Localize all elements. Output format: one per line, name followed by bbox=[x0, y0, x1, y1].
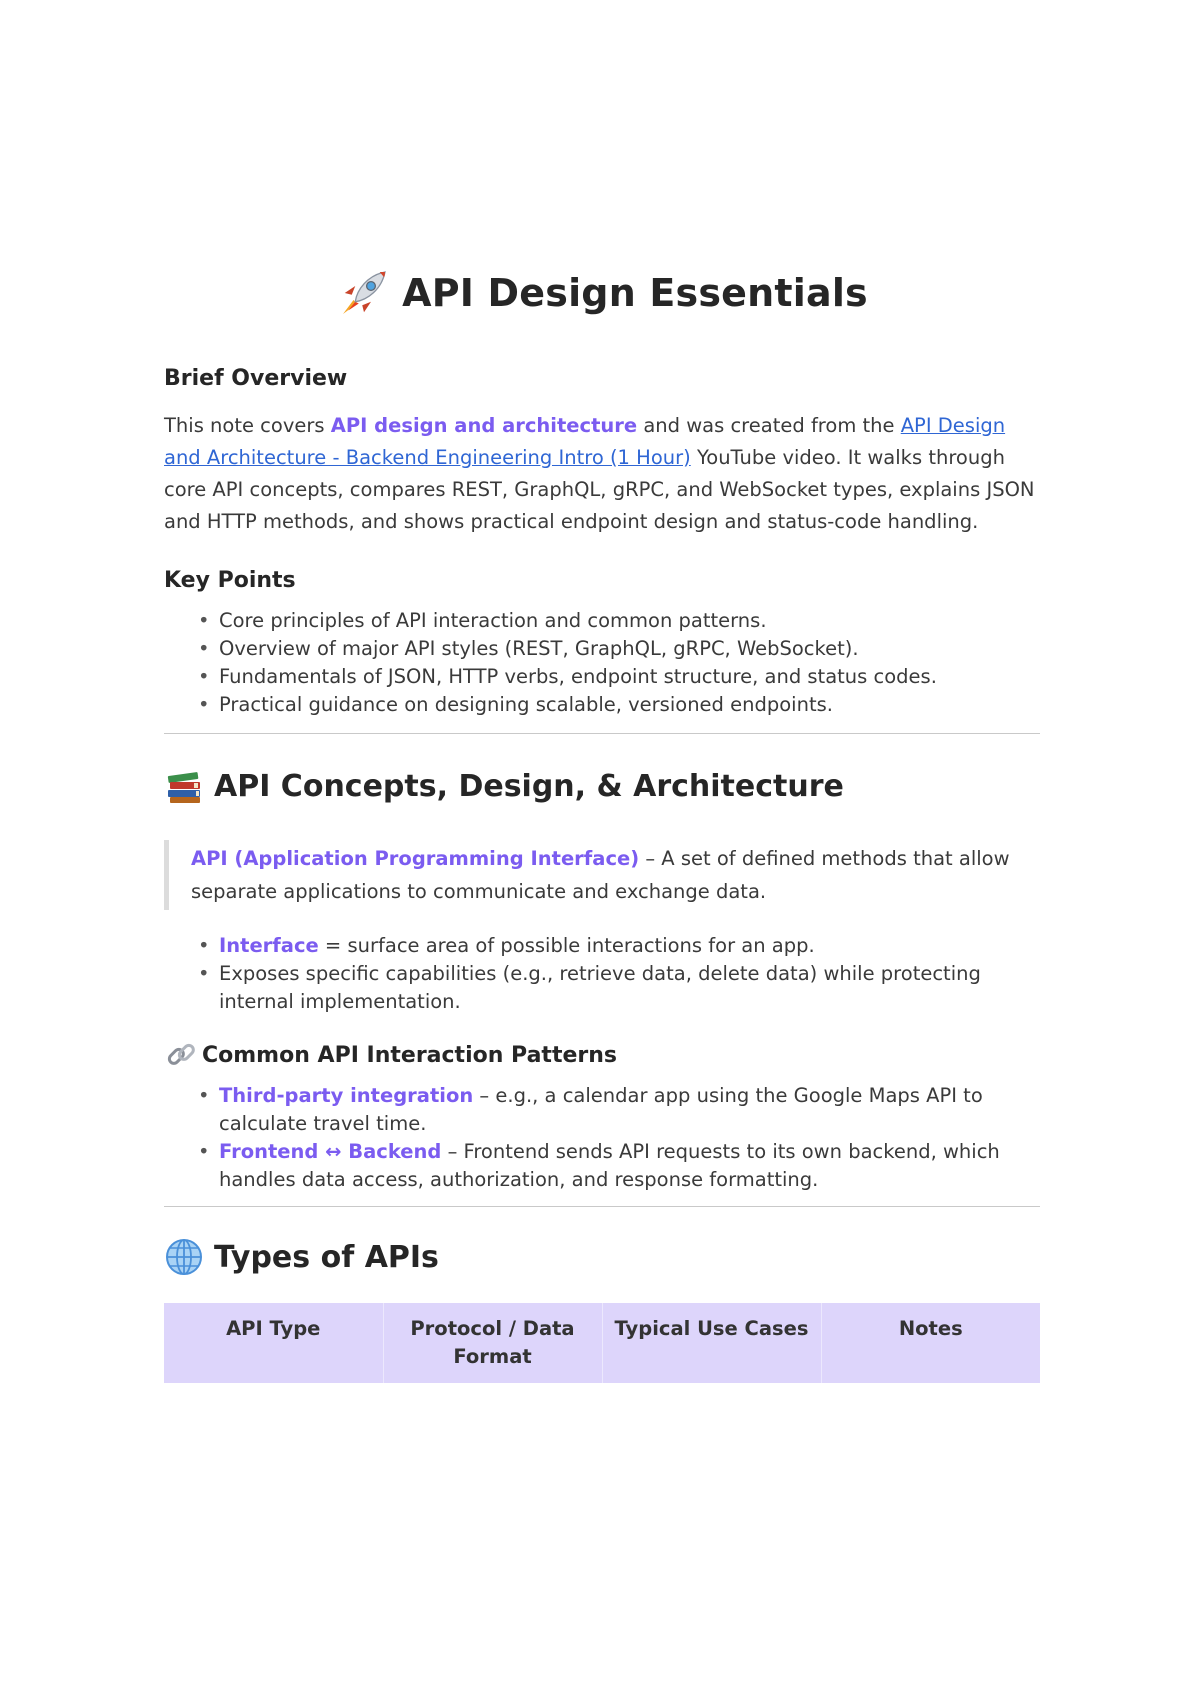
definition-callout bbox=[164, 840, 1040, 910]
list-item-text: Fundamentals of JSON, HTTP verbs, endpoint structure, and status codes. bbox=[219, 665, 937, 688]
list-item: • Frontend ↔ Backend – Frontend sends API requests to its own backend, which handles data access, authorization, and response formatting. bbox=[198, 1140, 1000, 1191]
divider bbox=[164, 1206, 1040, 1207]
globe-icon bbox=[164, 1237, 204, 1277]
books-icon bbox=[164, 766, 204, 806]
list-item: • Fundamentals of JSON, HTTP verbs, endpoint structure, and status codes. bbox=[198, 665, 937, 688]
table-header-cell: Protocol / Data Format bbox=[383, 1303, 602, 1383]
patterns-heading-row bbox=[164, 1038, 1040, 1072]
list-item: • Interface = surface area of possible interactions for an app. bbox=[198, 934, 815, 957]
divider bbox=[164, 733, 1040, 734]
table-header-cell: Notes bbox=[821, 1303, 1040, 1383]
overview-text-1: This note covers bbox=[164, 414, 331, 437]
overview-heading: Brief Overview bbox=[164, 366, 348, 391]
overview-paragraph bbox=[164, 410, 1040, 538]
list-item: • Core principles of API interaction and common patterns. bbox=[198, 609, 767, 632]
list-item-term: Frontend ↔ Backend bbox=[219, 1140, 442, 1163]
api-types-table bbox=[164, 1303, 1040, 1383]
list-item-text: Practical guidance on designing scalable, versioned endpoints. bbox=[219, 693, 833, 716]
list-item: • Third-party integration – e.g., a calendar app using the Google Maps API to calculate travel time. bbox=[198, 1084, 983, 1135]
list-item-text: Exposes specific capabilities (e.g., retrieve data, delete data) while protecting internal implementation. bbox=[219, 962, 981, 1013]
document-page bbox=[164, 258, 1040, 1383]
concepts-heading-row bbox=[164, 766, 1040, 806]
video-link[interactable]: API Design and Architecture - Backend Engineering Intro (1 Hour) bbox=[164, 414, 1006, 469]
table-header-cell: API Type bbox=[164, 1303, 383, 1383]
rocket-icon bbox=[336, 265, 392, 321]
list-item-text: Core principles of API interaction and common patterns. bbox=[219, 609, 767, 632]
table-header-row bbox=[164, 1303, 1040, 1383]
list-item: • Practical guidance on designing scalable, versioned endpoints. bbox=[198, 693, 833, 716]
key-points-heading: Key Points bbox=[164, 568, 296, 593]
table-header-cell: Typical Use Cases bbox=[602, 1303, 821, 1383]
list-item-term: Interface bbox=[219, 934, 319, 957]
list-item-text: – Frontend sends API requests to its own backend, which handles data access, authorization, and response formatting. bbox=[219, 1140, 1000, 1191]
types-heading-row bbox=[164, 1237, 1040, 1277]
concepts-list bbox=[164, 932, 1040, 1016]
patterns-list bbox=[164, 1082, 1040, 1194]
list-item: • Overview of major API styles (REST, GraphQL, gRPC, WebSocket). bbox=[198, 637, 859, 660]
overview-highlight: API design and architecture bbox=[330, 414, 638, 437]
list-item-text: – e.g., a calendar app using the Google Maps API to calculate travel time. bbox=[219, 1084, 983, 1135]
key-points-list bbox=[164, 607, 1040, 719]
patterns-heading: Common API Interaction Patterns bbox=[202, 1042, 617, 1068]
overview-text-3: YouTube video. It walks through core API concepts, compares REST, GraphQL, gRPC, and WebSocket types, explains JSON and HTTP methods, and shows practical endpoint design and status-code handling. bbox=[164, 446, 1035, 533]
list-item-text: = surface area of possible interactions for an app. bbox=[318, 934, 815, 957]
list-item-text: Overview of major API styles (REST, GraphQL, gRPC, WebSocket). bbox=[219, 637, 859, 660]
document-title: API Design Essentials bbox=[402, 271, 868, 315]
title-row bbox=[164, 258, 1040, 328]
link-icon bbox=[164, 1038, 198, 1072]
types-heading: Types of APIs bbox=[214, 1239, 439, 1275]
definition-term: API (Application Programming Interface) bbox=[191, 847, 640, 870]
definition-text: – A set of defined methods that allow separate applications to communicate and exchange data. bbox=[191, 847, 1010, 903]
concepts-heading: API Concepts, Design, & Architecture bbox=[214, 768, 844, 804]
overview-text-2: and was created from the bbox=[637, 414, 901, 437]
list-item-term: Third-party integration bbox=[219, 1084, 474, 1107]
list-item: • Exposes specific capabilities (e.g., retrieve data, delete data) while protecting internal implementation. bbox=[198, 962, 981, 1013]
